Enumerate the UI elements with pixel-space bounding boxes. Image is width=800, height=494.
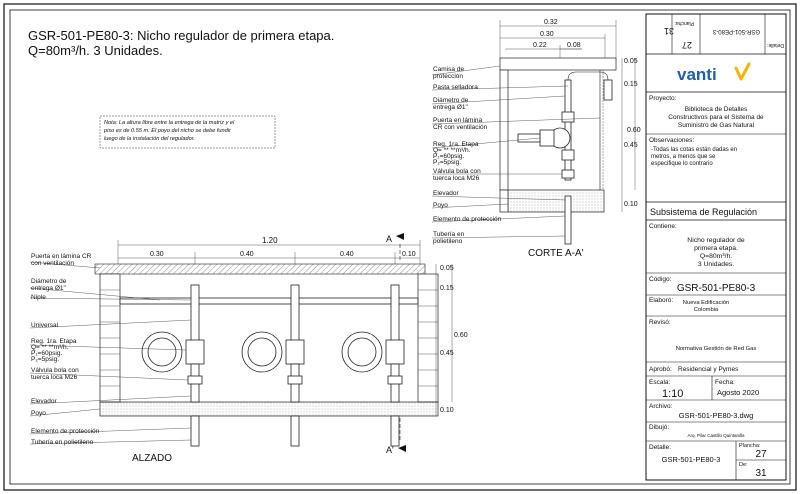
sec-label-elevador: Elevador bbox=[433, 190, 459, 197]
section-view bbox=[432, 19, 641, 259]
sec-label-pasta: Pasta selladora bbox=[433, 84, 478, 91]
elev-label-elevador: Elevador bbox=[31, 398, 57, 405]
rotated-detalle-label: Detalle: bbox=[767, 42, 784, 48]
sec-label-camisa-2: protección bbox=[433, 73, 463, 80]
elev-dim-total: 1.20 bbox=[262, 236, 278, 245]
elev-label-reg-1: Reg. 1ra. Etapa bbox=[31, 338, 77, 345]
elevation-right-wall bbox=[418, 274, 438, 402]
sec-label-puerta-1: Puerta en lámina bbox=[433, 117, 483, 124]
elaboro-line-2: Colombia bbox=[693, 307, 719, 313]
elaboro-label: Elaboró: bbox=[649, 297, 674, 304]
escala-label: Escala: bbox=[649, 379, 671, 386]
rotated-plancha-no: 27 bbox=[681, 40, 692, 50]
sec-vdim-015: 0.15 bbox=[624, 81, 638, 88]
elev-label-diametro-1: Diámetro de bbox=[31, 278, 67, 285]
elev-vdim-060: 0.60 bbox=[454, 332, 468, 339]
note-line-2: piso es de 0.55 m. El poyo del nicho se debe fundir bbox=[104, 128, 231, 134]
detalle-value: GSR-501-PE80-3 bbox=[661, 455, 721, 464]
dibujo-label: Dibujó: bbox=[649, 424, 670, 431]
regulator-unit-1 bbox=[142, 285, 204, 446]
aprobo-value: Residencial y Pymes bbox=[678, 366, 739, 373]
rotated-code: GSR-501-PE80-3 bbox=[712, 28, 760, 34]
elev-vdim-010: 0.10 bbox=[440, 407, 454, 414]
title-block bbox=[646, 14, 786, 480]
de-label: De: bbox=[739, 462, 748, 468]
regulator-unit-2 bbox=[242, 285, 304, 446]
sec-vdim-045: 0.45 bbox=[624, 142, 638, 149]
detalle-label: Detalle: bbox=[649, 444, 672, 451]
de-value: 31 bbox=[755, 468, 767, 479]
rotated-plancha-label: Plancha: bbox=[674, 20, 694, 26]
reviso-label: Revisó: bbox=[649, 319, 671, 326]
sec-label-reg-1: Reg. 1ra. Etapa bbox=[433, 141, 479, 148]
observaciones-line-3: especifique lo contrario bbox=[651, 161, 713, 167]
sec-label-reg-4: P₂=5psig. bbox=[433, 159, 461, 166]
elev-vdim-005: 0.05 bbox=[440, 265, 454, 272]
sec-label-reg-3: P₁=60psig. bbox=[433, 153, 465, 160]
elevation-left-wall bbox=[100, 274, 120, 402]
elev-label-tuberia: Tubería en polietileno bbox=[31, 439, 94, 446]
observaciones-line-1: -Todas las cotas están dadas en bbox=[651, 147, 738, 153]
drawing-title: GSR-501-PE80-3: Nicho regulador de primera etapa. bbox=[28, 28, 335, 43]
sec-label-valvula-2: tuerca loca M26 bbox=[433, 175, 480, 182]
sec-vdim-010: 0.10 bbox=[624, 201, 638, 208]
plancha-label: Plancha: bbox=[739, 443, 761, 449]
codigo-value: GSR-501-PE80-3 bbox=[676, 283, 756, 294]
archivo-label: Archivo: bbox=[649, 403, 673, 410]
elev-dim-4: 0.10 bbox=[402, 251, 416, 258]
observaciones-line-2: metros, a menos que se bbox=[651, 154, 716, 160]
elev-label-reg-3: P₁=60psig. bbox=[31, 350, 63, 357]
fecha-value: Agosto 2020 bbox=[717, 388, 760, 397]
proyecto-line-2: Constructivos para el Sistema de bbox=[668, 114, 764, 121]
sec-vdim-060: 0.60 bbox=[627, 127, 641, 134]
elev-dim-3: 0.40 bbox=[340, 251, 354, 258]
elev-label-universal: Universal bbox=[31, 322, 59, 329]
sec-label-reg-2: Q= ** **m³/h. bbox=[433, 147, 471, 154]
section-mark-a2: A' bbox=[386, 445, 394, 455]
elev-label-valvula-1: Válvula bola con bbox=[31, 367, 79, 374]
proyecto-line-1: Biblioteca de Detalles bbox=[684, 106, 748, 113]
fecha-label: Fecha: bbox=[715, 379, 735, 386]
elev-label-elemento: Elemento de protección bbox=[31, 428, 100, 435]
contiene-line-3: Q=80m³/h. bbox=[699, 253, 733, 260]
contiene-line-2: primera etapa. bbox=[694, 245, 738, 252]
reviso-value: Normativa Gestión de Red Gas bbox=[675, 346, 757, 352]
sec-vdim-005: 0.05 bbox=[624, 58, 638, 65]
note-box bbox=[100, 116, 275, 148]
sec-label-tuberia-2: polietileno bbox=[433, 238, 463, 245]
sec-label-poyo: Poyo bbox=[433, 202, 448, 209]
sec-label-elemento: Elemento de protección bbox=[433, 216, 502, 223]
sec-label-camisa-1: Camisa de bbox=[433, 66, 465, 73]
contiene-label: Contiene: bbox=[649, 223, 677, 230]
elevation-title: ALZADO bbox=[132, 453, 173, 464]
sec-label-valvula-1: Válvula bola con bbox=[433, 168, 481, 175]
elevation-view bbox=[30, 233, 468, 464]
elev-label-puerta-1: Puerta en lámina CR bbox=[31, 253, 92, 260]
section-title: CORTE A-A' bbox=[528, 248, 584, 259]
sec-label-tuberia-1: Tubería en bbox=[433, 231, 465, 238]
aprobo-label: Aprobó: bbox=[649, 366, 672, 373]
elev-dim-1: 0.30 bbox=[150, 251, 164, 258]
section-mark-a: A bbox=[386, 234, 393, 244]
elev-label-reg-4: P₂=5psig. bbox=[31, 356, 59, 363]
sec-dim-total: 0.32 bbox=[544, 19, 558, 26]
observaciones-label: Observaciones: bbox=[649, 137, 695, 144]
note-line-1: Nota: La altura libre entre la entrega de la matriz y el bbox=[104, 120, 235, 126]
codigo-label: Código: bbox=[649, 276, 672, 283]
sec-dim-022: 0.22 bbox=[533, 42, 547, 49]
proyecto-line-3: Suministro de Gas Natural bbox=[677, 122, 755, 129]
elaboro-line-1: Nueva Edificación bbox=[682, 300, 730, 306]
rotated-sheet-no: 31 bbox=[663, 26, 674, 36]
regulator-unit-3 bbox=[342, 285, 404, 446]
elev-dim-2: 0.40 bbox=[240, 251, 254, 258]
drawing-subtitle: Q=80m³/h. 3 Unidades. bbox=[28, 43, 163, 58]
elev-label-poyo: Poyo bbox=[31, 410, 46, 417]
archivo-value: GSR-501-PE80-3.dwg bbox=[678, 411, 754, 420]
elev-label-niple: Niple bbox=[31, 294, 46, 301]
escala-value: 1:10 bbox=[662, 388, 684, 400]
elev-vdim-045: 0.45 bbox=[440, 350, 454, 357]
sec-label-diametro-2: entrega Ø1" bbox=[433, 104, 468, 111]
note-line-3: luego de la instalación del regulador. bbox=[104, 136, 195, 142]
elev-vdim-015: 0.15 bbox=[440, 285, 454, 292]
proyecto-label: Proyecto: bbox=[649, 95, 677, 102]
sec-dim-008: 0.08 bbox=[567, 42, 581, 49]
elev-label-reg-2: Q= ** **m³/h. bbox=[31, 344, 69, 351]
elev-label-puerta-2: con ventilación bbox=[31, 260, 74, 267]
plancha-value: 27 bbox=[755, 449, 767, 460]
elev-label-valvula-2: tuerca loca M26 bbox=[31, 374, 78, 381]
brand-logo: vanti bbox=[677, 65, 717, 84]
sec-label-puerta-2: CR con ventilación bbox=[433, 124, 488, 131]
sec-dim-030: 0.30 bbox=[540, 31, 554, 38]
contiene-line-4: 3 Unidades. bbox=[697, 261, 735, 268]
subsistema-title: Subsistema de Regulación bbox=[650, 207, 758, 217]
sec-label-diametro-1: Diámetro de bbox=[433, 97, 469, 104]
elev-label-diametro-2: entrega Ø1" bbox=[31, 285, 66, 292]
contiene-line-1: Nicho regulador de bbox=[687, 237, 745, 244]
dibujo-value: Arq. Pilar Castillo Quintanilla bbox=[687, 433, 745, 438]
